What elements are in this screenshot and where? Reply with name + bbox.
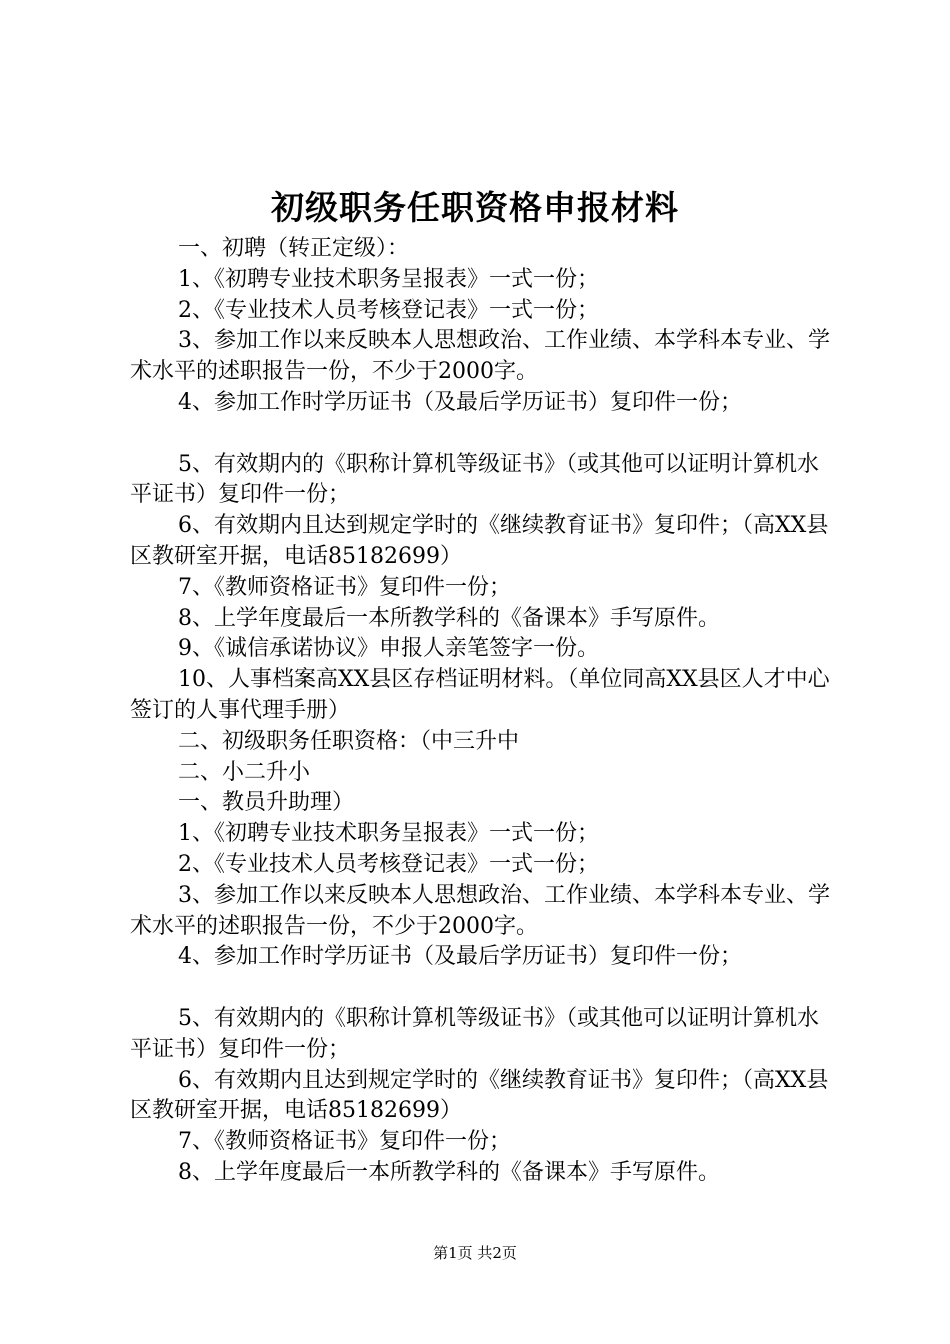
document-paragraph: 7、《教师资格证书》复印件一份； <box>178 574 511 600</box>
page-footer: 第1页 共2页 <box>433 1244 517 1262</box>
document-paragraph: 8、上学年度最后一本所教学科的《备课本》手写原件。 <box>178 1159 720 1185</box>
document-paragraph: 4、参加工作时学历证书（及最后学历证书）复印件一份； <box>178 389 742 415</box>
document-title: 初级职务任职资格申报材料 <box>271 188 679 227</box>
document-paragraph: 2、《专业技术人员考核登记表》一式一份； <box>178 851 599 877</box>
document-paragraph: 5、有效期内的《职称计算机等级证书》（或其他可以证明计算机水平证书）复印件一份； <box>130 451 819 508</box>
blank-line <box>130 973 830 1004</box>
document-paragraph: 7、《教师资格证书》复印件一份； <box>178 1129 511 1155</box>
document-paragraph: 二、小二升小 <box>178 759 311 785</box>
document-paragraph: 1、《初聘专业技术职务呈报表》一式一份； <box>178 266 599 292</box>
document-paragraph: 9、《诚信承诺协议》申报人亲笔签字一份。 <box>178 636 599 662</box>
document-body <box>130 234 830 1189</box>
document-paragraph: 3、参加工作以来反映本人思想政治、工作业绩、本学科本专业、学术水平的述职报告一份，不少于2000字。 <box>130 328 830 385</box>
document-paragraph: 二、初级职务任职资格：（中三升中 <box>178 728 520 754</box>
document-paragraph: 5、有效期内的《职称计算机等级证书》（或其他可以证明计算机水平证书）复印件一份； <box>130 1005 819 1062</box>
document-paragraph: 2、《专业技术人员考核登记表》一式一份； <box>178 297 599 323</box>
document-paragraph: 6、有效期内且达到规定学时的《继续教育证书》复印件；（高XX县区教研室开据，电话85182699） <box>130 1067 829 1124</box>
document-paragraph: 4、参加工作时学历证书（及最后学历证书）复印件一份； <box>178 944 742 970</box>
document-paragraph: 3、参加工作以来反映本人思想政治、工作业绩、本学科本专业、学术水平的述职报告一份，不少于2000字。 <box>130 882 830 939</box>
document-paragraph: 一、初聘（转正定级）： <box>178 236 410 261</box>
blank-line <box>130 419 830 450</box>
document-paragraph: 6、有效期内且达到规定学时的《继续教育证书》复印件；（高XX县区教研室开据，电话85182699） <box>130 513 829 569</box>
document-paragraph: 8、上学年度最后一本所教学科的《备课本》手写原件。 <box>178 605 720 631</box>
document-paragraph: 一、教员升助理） <box>178 790 355 816</box>
document-paragraph: 1、《初聘专业技术职务呈报表》一式一份； <box>178 821 599 847</box>
document-paragraph: 10、人事档案高XX县区存档证明材料。（单位同高XX县区人才中心签订的人事代理手册） <box>130 667 830 723</box>
